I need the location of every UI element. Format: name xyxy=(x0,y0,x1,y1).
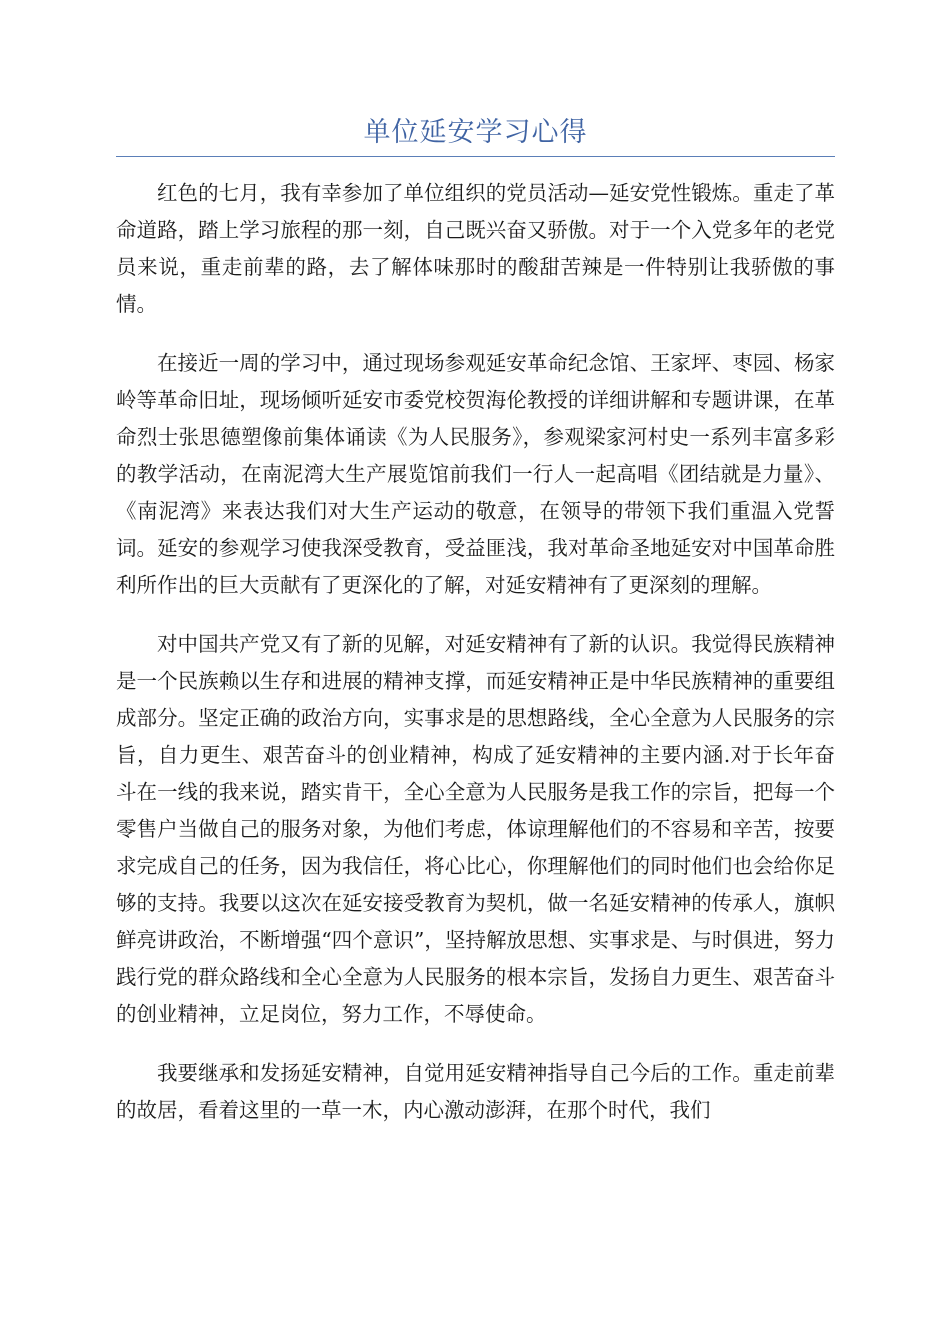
paragraph-3: 对中国共产党又有了新的见解，对延安精神有了新的认识。我觉得民族精神是一个民族赖以生存和进展的精神支撑，而延安精神正是中华民族精神的重要组成部分。坚定正确的政治方向，实事求是的思想路线，全心全意为人民服务的宗旨，自力更生、艰苦奋斗的创业精神，构成了延安精神的主要内涵.对于长年奋斗在一线的我来说，踏实肯干，全心全意为人民服务是我工作的宗旨，把每一个零售户当做自己的服务对象，为他们考虑，体谅理解他们的不容易和辛苦，按要求完成自己的任务，因为我信任，将心比心，你理解他们的同时他们也会给你足够的支持。我要以这次在延安接受教育为契机，做一名延安精神的传承人，旗帜鲜亮讲政治，不断增强“四个意识”，坚持解放思想、实事求是、与时俱进，努力践行党的群众路线和全心全意为人民服务的根本宗旨，发扬自力更生、艰苦奋斗的创业精神，立足岗位，努力工作，不辱使命。 xyxy=(116,632,835,1026)
paragraph-1: 红色的七月，我有幸参加了单位组织的党员活动—延安党性锻炼。重走了革命道路，踏上学习旅程的那一刻，自己既兴奋又骄傲。对于一个入党多年的老党员来说，重走前辈的路，去了解体味那时的酸甜苦辣是一件特别让我骄傲的事情。 xyxy=(116,181,835,316)
page-title: 单位延安学习心得 xyxy=(363,117,588,148)
paragraph-2: 在接近一周的学习中，通过现场参观延安革命纪念馆、王家坪、枣园、杨家岭等革命旧址，现场倾听延安市委党校贺海伦教授的详细讲解和专题讲课，在革命烈士张思德塑像前集体诵读《为人民服务》，参观梁家河村史一系列丰富多彩的教学活动，在南泥湾大生产展览馆前我们一行人一起高唱《团结就是力量》、《南泥湾》来表达我们对大生产运动的敬意，在领导的带领下我们重温入党誓词。延安的参观学习使我深受教育，受益匪浅，我对革命圣地延安对中国革命胜利所作出的巨大贡献有了更深化的了解，对延安精神有了更深刻的理解。 xyxy=(116,351,835,597)
paragraph-4: 我要继承和发扬延安精神，自觉用延安精神指导自己今后的工作。重走前辈的故居，看着这里的一草一木，内心激动澎湃，在那个时代，我们 xyxy=(116,1061,835,1122)
document-body xyxy=(116,175,835,1151)
title-block xyxy=(116,110,835,157)
